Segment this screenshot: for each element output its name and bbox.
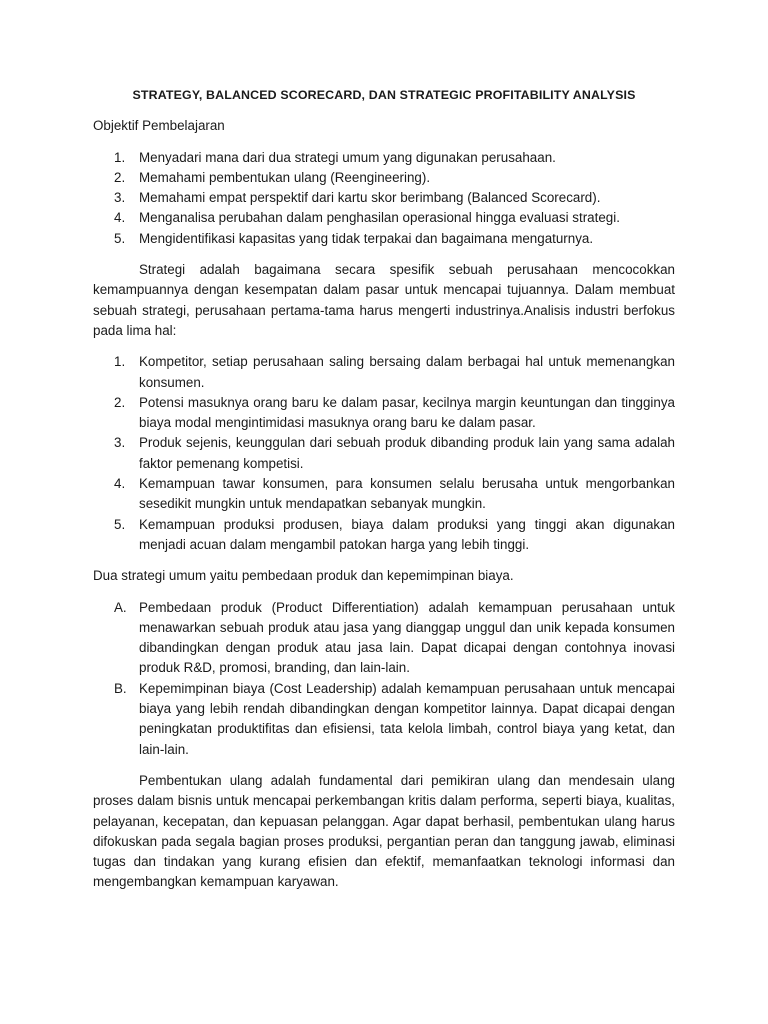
objective-item bbox=[93, 208, 675, 228]
industry-factor-text: Produk sejenis, keunggulan dari sebuah produk dibanding produk lain yang sama adalah faktor pemenang kompetisi. bbox=[139, 435, 675, 471]
generic-strategy-item bbox=[93, 598, 675, 679]
list-marker: 4. bbox=[114, 476, 126, 492]
list-marker: 5. bbox=[114, 230, 126, 246]
list-marker: 3. bbox=[114, 435, 126, 451]
objective-text: Menganalisa perubahan dalam penghasilan operasional hingga evaluasi strategi. bbox=[139, 210, 620, 226]
objective-text: Mengidentifikasi kapasitas yang tidak terpakai dan bagaimana mengaturnya. bbox=[139, 230, 594, 246]
document-page bbox=[93, 85, 675, 904]
list-marker: 1. bbox=[114, 354, 126, 370]
industry-factor-item bbox=[93, 433, 675, 474]
generic-strategies-intro: Dua strategi umum yaitu pembedaan produk dan kepemimpinan biaya. bbox=[93, 568, 514, 584]
list-marker: B. bbox=[114, 680, 127, 696]
list-marker: 3. bbox=[114, 190, 126, 206]
objective-item bbox=[93, 188, 675, 208]
objective-item bbox=[93, 148, 675, 168]
list-marker: 1. bbox=[114, 149, 126, 165]
reengineering-paragraph: Pembentukan ulang adalah fundamental dari pemikiran ulang dan mendesain ulang proses dalam bisnis untuk mencapai perkembangan kritis dalam performa, seperti biaya, kualitas, pelayanan, kecepatan, dan kepuasan pelanggan. Agar dapat berhasil, pembentukan ulang harus difokuskan pada segala bagian proses produksi, pergantian peran dan tanggung jawab, eliminasi tugas dan tindakan yang kurang efisien dan efektif, memanfaatkan teknologi informasi dan mengembangkan kemampuan karyawan. bbox=[93, 772, 675, 890]
objectives-list bbox=[93, 148, 675, 249]
strategy-paragraph: Strategi adalah bagaimana secara spesifik sebuah perusahaan mencocokkan kemampuannya dengan kesempatan dalam pasar untuk mencapai tujuannya. Dalam membuat sebuah strategi, perusahaan pertama-tama harus mengerti industrinya.Analisis industri berfokus pada lima hal: bbox=[93, 262, 675, 338]
industry-factor-text: Potensi masuknya orang baru ke dalam pasar, kecilnya margin keuntungan dan tingginya biaya modal mengintimidasi masuknya orang baru ke dalam pasar. bbox=[139, 394, 675, 431]
industry-factor-text: Kompetitor, setiap perusahaan saling bersaing dalam berbagai hal untuk memenangkan konsumen. bbox=[139, 354, 675, 390]
objective-item bbox=[93, 229, 675, 249]
document-title: STRATEGY, BALANCED SCORECARD, DAN STRATEGIC PROFITABILITY ANALYSIS bbox=[132, 88, 636, 102]
list-marker: 2. bbox=[114, 169, 126, 185]
generic-strategies-list bbox=[93, 598, 675, 760]
list-marker: 2. bbox=[114, 394, 126, 410]
generic-strategy-item bbox=[93, 679, 675, 760]
industry-factor-item bbox=[93, 393, 675, 434]
industry-factor-text: Kemampuan tawar konsumen, para konsumen selalu berusaha untuk mengorbankan sesedikit mungkin untuk mendapatkan sebanyak mungkin. bbox=[139, 476, 675, 512]
objective-text: Memahami pembentukan ulang (Reengineering). bbox=[139, 169, 431, 185]
objective-item bbox=[93, 168, 675, 188]
objective-text: Menyadari mana dari dua strategi umum yang digunakan perusahaan. bbox=[139, 149, 556, 165]
industry-factor-item bbox=[93, 352, 675, 393]
industry-factor-text: Kemampuan produksi produsen, biaya dalam produksi yang tinggi akan digunakan menjadi acuan dalam mengambil patokan harga yang lebih tinggi. bbox=[139, 516, 675, 552]
industry-factor-item bbox=[93, 515, 675, 556]
objectives-heading: Objektif Pembelajaran bbox=[93, 118, 225, 134]
objective-text: Memahami empat perspektif dari kartu skor berimbang (Balanced Scorecard). bbox=[139, 190, 601, 206]
industry-factors-list bbox=[93, 352, 675, 555]
generic-strategy-text: Pembedaan produk (Product Differentiation) adalah kemampuan perusahaan untuk menawarkan sebuah produk atau jasa yang dianggap unggul dan unik kepada konsumen dibandingkan dengan produk atau jasa lain. Dapat dicapai dengan contohnya inovasi produk R&D, promosi, branding, dan lain-lain. bbox=[139, 599, 675, 676]
generic-strategy-text: Kepemimpinan biaya (Cost Leadership) adalah kemampuan perusahaan untuk mencapai biaya yang lebih rendah dibandingkan dengan kompetitor lainnya. Dapat dicapai dengan peningkatan produktifitas dan efisiensi, tata kelola limbah, control biaya yang ketat, dan lain-lain. bbox=[139, 680, 675, 757]
list-marker: 5. bbox=[114, 516, 126, 532]
industry-factor-item bbox=[93, 474, 675, 515]
list-marker: A. bbox=[114, 599, 127, 615]
list-marker: 4. bbox=[114, 210, 126, 226]
